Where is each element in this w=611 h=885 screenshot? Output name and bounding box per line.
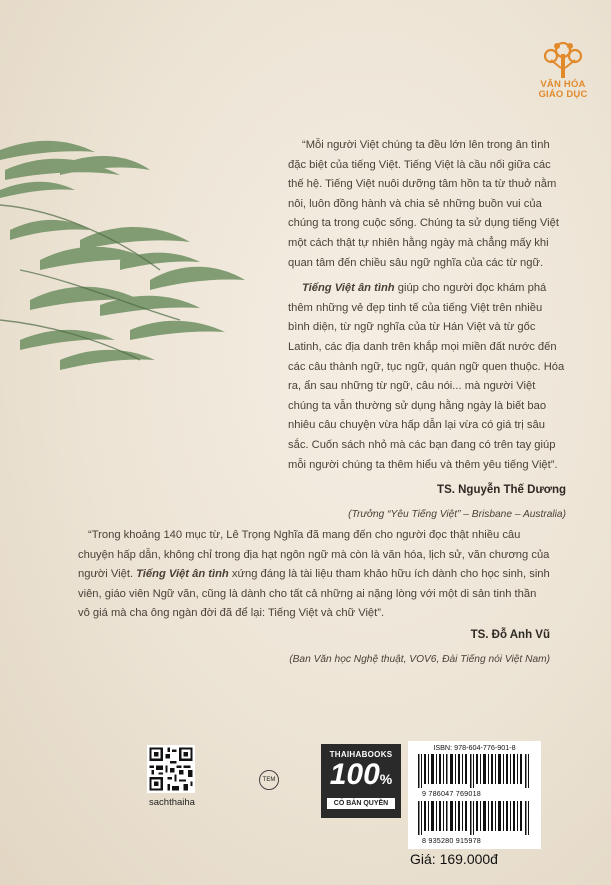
book-title: Tiếng Việt ân tình <box>136 568 229 581</box>
isbn-text: ISBN: 978-604-776-901-8 <box>433 743 516 752</box>
book-title: Tiếng Việt ân tình <box>302 282 395 295</box>
badge-percent: % <box>379 771 393 787</box>
barcode-icon <box>418 801 531 835</box>
badge-sub: CÓ BẢN QUYỀN <box>327 798 395 809</box>
price: Giá: 169.000đ <box>410 851 498 867</box>
barcode-panel <box>408 741 541 849</box>
tree-logo-icon <box>537 40 589 80</box>
tem-stamp: TEM <box>259 770 279 790</box>
author-role: (Ban Văn học Nghệ thuật, VOV6, Đài Tiếng nói Việt Nam) <box>289 653 550 665</box>
logo-text-line1: VĂN HÓA <box>540 79 586 90</box>
barcode2-number: 8 935280 915978 <box>422 836 481 845</box>
quote-block-2 <box>78 526 550 669</box>
copyright-badge <box>321 744 401 818</box>
badge-big-number: 100 <box>329 758 380 791</box>
publisher-logo <box>537 40 589 102</box>
barcode1-number: 9 786047 769018 <box>422 789 481 798</box>
quote-paragraph: “Mỗi người Việt chúng ta đều lớn lên trong ân tình đặc biệt của tiếng Việt. Tiếng Việt là cầu nối giữa các thế hệ. Tiếng Việt nuôi dưỡng tâm hồn ta từ thuở nằm nôi, luôn đồng hành và chia sẻ những buồn vui của chúng ta trong cuộc sống. Chúng ta sử dụng tiếng Việt một cách thật tự nhiên hằng ngày mà chẳng mấy khi quan tâm đến chiều sâu ngữ nghĩa của các từ ngữ. <box>288 139 559 269</box>
qr-label: sachthaiha <box>149 797 195 808</box>
qr-code[interactable] <box>147 745 195 793</box>
bamboo-illustration <box>0 130 265 380</box>
quote-author: TS. Đỗ Anh Vũ <box>470 628 550 641</box>
quote-text: “Trong khoảng 140 mục từ, Lê Trọng Nghĩa đã mang đến cho người đọc thật nhiều câu chuyện hấp dẫn, không chỉ trong địa hạt ngôn ngữ mà còn là văn hóa, lịch sử, văn chương của người Việt. <box>78 529 550 581</box>
barcode-icon <box>418 754 531 788</box>
quote-text: xứng đáng là tài liệu tham khảo hữu ích dành cho học sinh, sinh viên, giáo viên Ngữ văn, cũng là dành cho tất cả những ai nặng lòng với một di sản tinh thần vô giá mà cha ông ngàn đời đã để lại: Tiếng Việt và chữ Việt”. <box>78 568 550 620</box>
quote-text: giúp cho người đọc khám phá thêm những vẻ đẹp tinh tế của tiếng Việt trên nhiều bình diện, từ ngữ nghĩa của từ Hán Việt và từ gốc Latinh, các địa danh trên khắp mọi miền đất nước đến các câu thành ngữ, tục ngữ, quán ngữ quen thuộc. Hóa ra, ẩn sau những từ ngữ, câu nói... mà người Việt chúng ta vẫn thường sử dụng hằng ngày là biết bao nhiêu câu chuyện vừa hấp dẫn lại vừa có giá trị sâu sắc. Cuốn sách nhỏ mà các bạn đang có trên tay giúp mỗi người chúng ta thêm hiểu và thêm yêu tiếng Việt”. <box>288 282 565 471</box>
quote-author: TS. Nguyễn Thế Dương <box>437 484 566 497</box>
quote-paragraph <box>288 279 566 475</box>
logo-text-line2: GIÁO DỤC <box>538 89 588 100</box>
quote-block-1 <box>288 136 566 524</box>
author-role: (Trưởng “Yêu Tiếng Việt” – Brisbane – Australia) <box>348 508 566 520</box>
badge-brand: THAIHABOOKS <box>329 750 393 759</box>
